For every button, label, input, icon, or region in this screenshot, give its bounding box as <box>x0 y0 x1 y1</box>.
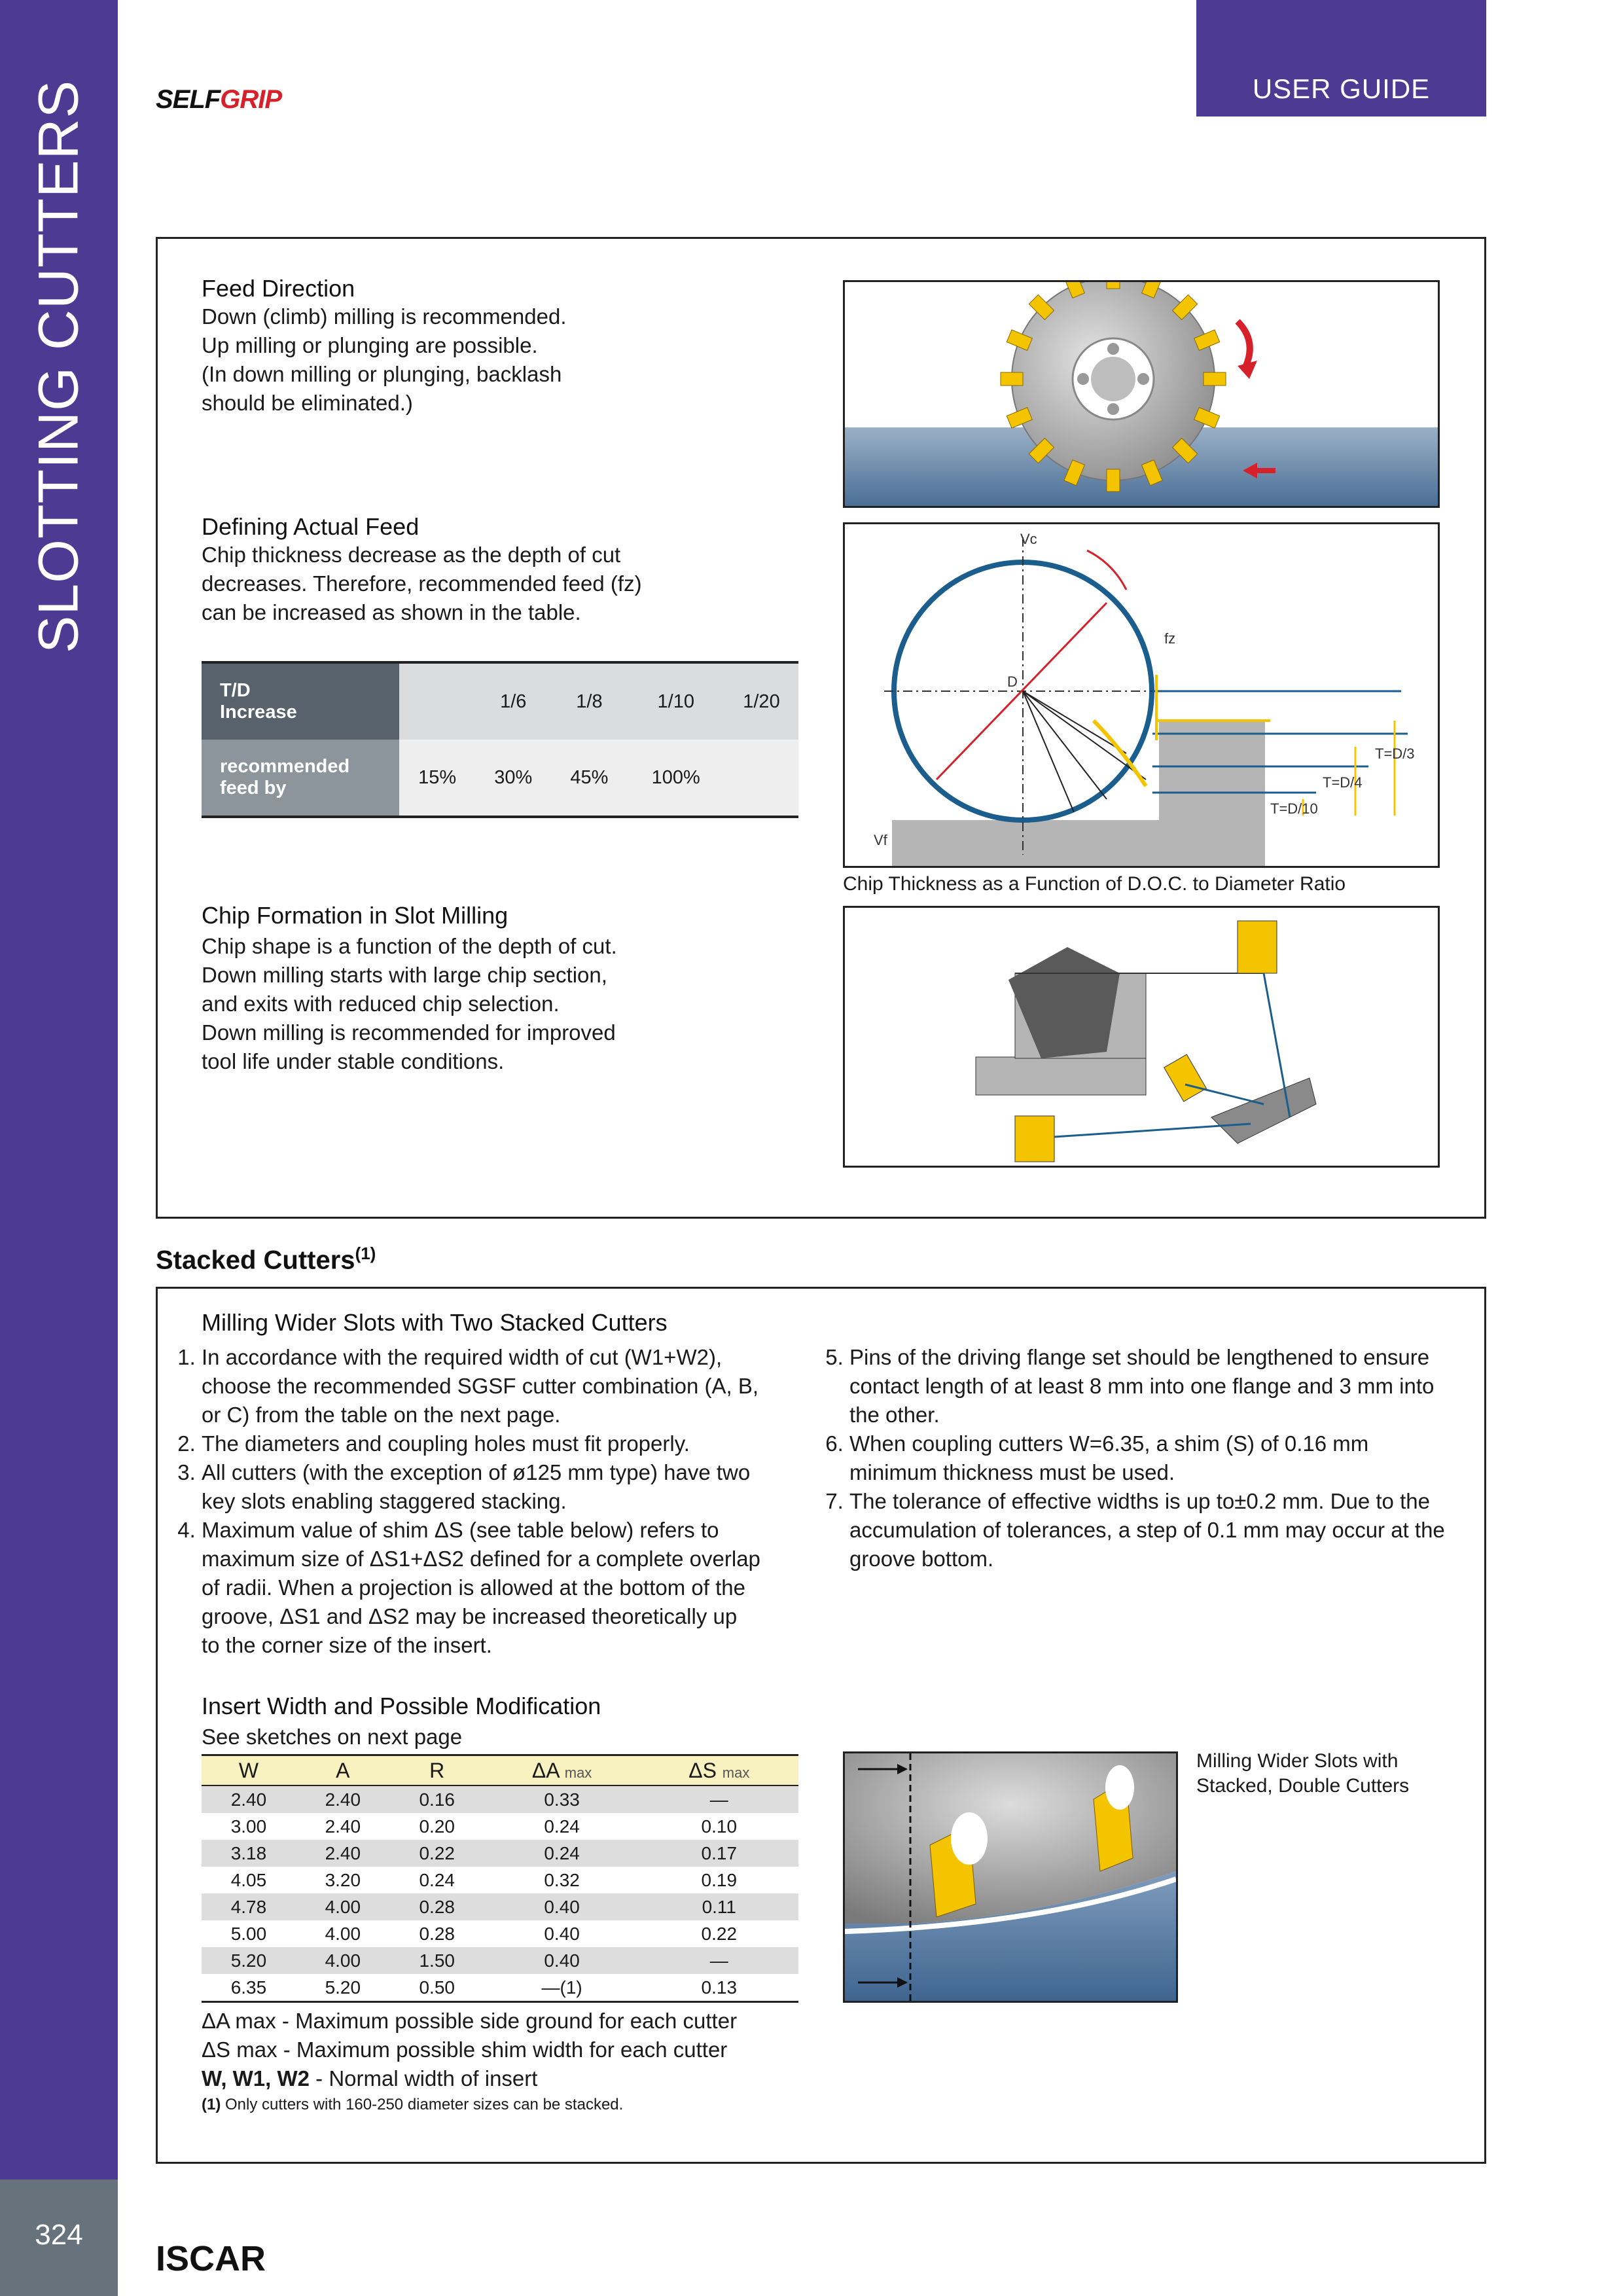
note-line: ΔA max - Maximum possible side ground for each cutter <box>202 2009 738 2033</box>
header-delta-s: ΔS <box>688 1758 717 1782</box>
column-header: A <box>296 1755 390 1786</box>
feed-direction-line: (In down milling or plunging, backlash <box>202 362 562 386</box>
stacked-cutters-figure <box>843 1751 1178 2003</box>
chip-formation-line: Down milling starts with large chip section, <box>202 963 607 987</box>
chip-formation-figure <box>843 906 1440 1168</box>
table-header <box>202 662 399 740</box>
table-cell: 0.32 <box>484 1867 640 1893</box>
header-suffix: max <box>564 1764 592 1781</box>
table-cell: 2.40 <box>296 1813 390 1840</box>
chip-thickness-caption: Chip Thickness as a Function of D.O.C. to Diameter Ratio <box>843 873 1346 895</box>
page-number: 324 <box>35 2219 83 2251</box>
table-header <box>202 740 399 817</box>
stacked-cutters-caption <box>1196 1749 1409 1799</box>
stacked-cutters-title <box>156 1244 376 1275</box>
table-row <box>202 1893 798 1920</box>
user-guide-label: USER GUIDE <box>1252 73 1431 104</box>
defining-feed-heading: Defining Actual Feed <box>202 513 419 540</box>
table-cell: 0.50 <box>390 1974 484 2002</box>
table-cell: 1/10 <box>628 662 724 740</box>
column-header: R <box>390 1755 484 1786</box>
list-item: 2. The diameters and coupling holes must fit properly. <box>202 1429 760 1458</box>
table-cell: 0.22 <box>640 1920 798 1947</box>
table-cell <box>399 662 475 740</box>
table-cell: 30% <box>475 740 551 817</box>
label-td4: T=D/4 <box>1323 774 1363 791</box>
note-bold: W, W1, W2 <box>202 2066 310 2090</box>
defining-feed-line: can be increased as shown in the table. <box>202 600 581 624</box>
chip-formation-diagram <box>845 908 1438 1166</box>
table-cell: 4.00 <box>296 1947 390 1974</box>
table-cell: 2.40 <box>296 1785 390 1813</box>
table-cell: 1.50 <box>390 1947 484 1974</box>
label-fz: fz <box>1164 630 1176 647</box>
table-cell <box>724 740 798 817</box>
label-td3: T=D/3 <box>1375 745 1415 762</box>
table-cell: 15% <box>399 740 475 817</box>
stacked-list-left <box>171 1343 760 1660</box>
feed-direction-heading: Feed Direction <box>202 275 355 302</box>
chip-thickness-figure <box>843 522 1440 868</box>
table-cell: 0.20 <box>390 1813 484 1840</box>
note-rest: - Normal width of insert <box>310 2066 538 2090</box>
feed-direction-section <box>202 275 791 418</box>
defining-feed-line: Chip thickness decrease as the depth of cut <box>202 543 621 567</box>
stacked-subheading: Milling Wider Slots with Two Stacked Cutters <box>202 1309 668 1336</box>
table-cell: 1/6 <box>475 662 551 740</box>
insert-width-subheading: See sketches on next page <box>202 1725 463 1749</box>
table-cell: 0.40 <box>484 1920 640 1947</box>
caption-line: Stacked, Double Cutters <box>1196 1775 1410 1797</box>
header-suffix: max <box>722 1764 750 1781</box>
chip-formation-line: and exits with reduced chip selection. <box>202 992 560 1016</box>
logo-self: SELF <box>156 85 221 114</box>
column-header: W <box>202 1755 296 1786</box>
table-cell: 4.05 <box>202 1867 296 1893</box>
table-cell: 0.40 <box>484 1947 640 1974</box>
table-cell: 0.28 <box>390 1920 484 1947</box>
stacked-cutters-illustration <box>845 1753 1176 2001</box>
footnote <box>202 2093 817 2117</box>
table-cell: 0.17 <box>640 1840 798 1867</box>
footnote-mark: (1) <box>202 2096 221 2113</box>
table-cell: 1/20 <box>724 662 798 740</box>
stacked-list-right <box>819 1343 1448 1573</box>
footnote-text: Only cutters with 160-250 diameter sizes can be stacked. <box>221 2096 624 2113</box>
note-line <box>202 2064 817 2093</box>
feed-direction-figure <box>843 280 1440 508</box>
label-vc: Vc <box>1020 531 1037 547</box>
chip-formation-section <box>202 902 791 1076</box>
table-cell: 1/8 <box>551 662 627 740</box>
table-row <box>202 1785 798 1813</box>
table-row <box>202 1947 798 1974</box>
table-cell: 0.19 <box>640 1867 798 1893</box>
cutter-illustration <box>845 282 1438 506</box>
insert-notes <box>202 2007 817 2117</box>
chip-formation-heading: Chip Formation in Slot Milling <box>202 902 508 929</box>
table-cell: 0.40 <box>484 1893 640 1920</box>
feed-increase-table <box>202 661 798 818</box>
column-header <box>640 1755 798 1786</box>
header-td: T/D <box>220 680 251 701</box>
list-item: 7. The tolerance of effective widths is up to±0.2 mm. Due to the accumulation of tolerances, a step of 0.1 mm may occur at the groove bottom. <box>849 1487 1448 1573</box>
table-cell: 2.40 <box>202 1785 296 1813</box>
table-row <box>202 1867 798 1893</box>
table-cell: 3.18 <box>202 1840 296 1867</box>
table-cell: 0.10 <box>640 1813 798 1840</box>
list-item: 4. Maximum value of shim ΔS (see table below) refers to maximum size of ΔS1+ΔS2 defined for a complete overlap of radii. When a projection is allowed at the bottom of the groove, ΔS1 and ΔS2 may be increased theoretically up to the corner size of the insert. <box>202 1516 760 1660</box>
feed-direction-line: Down (climb) milling is recommended. <box>202 304 567 329</box>
header-feed-by: feed by <box>220 778 287 798</box>
column-header <box>484 1755 640 1786</box>
list-item: 1. In accordance with the required width of cut (W1+W2), choose the recommended SGSF cutter combination (A, B, or C) from the table on the next page. <box>202 1343 760 1429</box>
table-cell: 0.28 <box>390 1893 484 1920</box>
table-cell: 6.35 <box>202 1974 296 2002</box>
section-title-text: SLOTTING CUTTERS <box>27 79 90 654</box>
table-row <box>202 1974 798 2002</box>
logo-grip: GRIP <box>220 85 282 114</box>
header-recommended: recommended <box>220 756 350 777</box>
caption-line: Milling Wider Slots with <box>1196 1750 1399 1772</box>
table-cell: — <box>640 1785 798 1813</box>
defining-feed-line: decreases. Therefore, recommended feed (fz) <box>202 571 642 596</box>
table-cell: 3.00 <box>202 1813 296 1840</box>
list-item: 6. When coupling cutters W=6.35, a shim (S) of 0.16 mm minimum thickness must be used. <box>849 1429 1448 1487</box>
chip-formation-line: tool life under stable conditions. <box>202 1049 505 1073</box>
table-cell: 0.13 <box>640 1974 798 2002</box>
table-cell: 4.00 <box>296 1920 390 1947</box>
iscar-logo: ISCAR <box>156 2239 266 2278</box>
header-delta-a: ΔA <box>531 1758 559 1782</box>
table-cell: 0.24 <box>390 1867 484 1893</box>
table-cell: 4.00 <box>296 1893 390 1920</box>
label-td10: T=D/10 <box>1270 800 1318 817</box>
table-cell: 0.16 <box>390 1785 484 1813</box>
table-cell: —(1) <box>484 1974 640 2002</box>
chip-formation-line: Down milling is recommended for improved <box>202 1020 616 1045</box>
table-cell: 0.24 <box>484 1813 640 1840</box>
table-cell: 100% <box>628 740 724 817</box>
table-cell: 5.00 <box>202 1920 296 1947</box>
table-cell: 3.20 <box>296 1867 390 1893</box>
chip-formation-line: Chip shape is a function of the depth of cut. <box>202 934 617 958</box>
section-title <box>0 0 118 655</box>
table-row <box>202 1920 798 1947</box>
insert-width-table <box>202 1754 798 2003</box>
insert-width-heading: Insert Width and Possible Modification <box>202 1693 601 1719</box>
header-increase: Increase <box>220 702 297 723</box>
label-d: D <box>1007 673 1018 690</box>
table-row <box>202 1813 798 1840</box>
stacked-title-text: Stacked Cutters <box>156 1246 355 1275</box>
list-item: 3. All cutters (with the exception of ø125 mm type) have two key slots enabling staggered stacking. <box>202 1458 760 1516</box>
chip-thickness-diagram <box>845 524 1438 866</box>
self-grip-logo <box>156 85 281 115</box>
defining-feed-section <box>202 513 791 627</box>
label-vf: Vf <box>874 832 887 848</box>
note-line: ΔS max - Maximum possible shim width for each cutter <box>202 2037 728 2062</box>
table-cell: 0.22 <box>390 1840 484 1867</box>
table-row <box>202 1840 798 1867</box>
feed-direction-line: should be eliminated.) <box>202 391 413 415</box>
table-cell: 0.24 <box>484 1840 640 1867</box>
table-cell: 45% <box>551 740 627 817</box>
table-cell: 2.40 <box>296 1840 390 1867</box>
table-cell: 0.33 <box>484 1785 640 1813</box>
table-cell: 0.11 <box>640 1893 798 1920</box>
table-cell: 5.20 <box>296 1974 390 2002</box>
table-cell: 4.78 <box>202 1893 296 1920</box>
table-cell: 5.20 <box>202 1947 296 1974</box>
stacked-title-sup: (1) <box>355 1244 376 1263</box>
table-cell: — <box>640 1947 798 1974</box>
list-item: 5. Pins of the driving flange set should be lengthened to ensure contact length of at least 8 mm into one flange and 3 mm into the other. <box>849 1343 1448 1429</box>
feed-direction-line: Up milling or plunging are possible. <box>202 333 538 357</box>
